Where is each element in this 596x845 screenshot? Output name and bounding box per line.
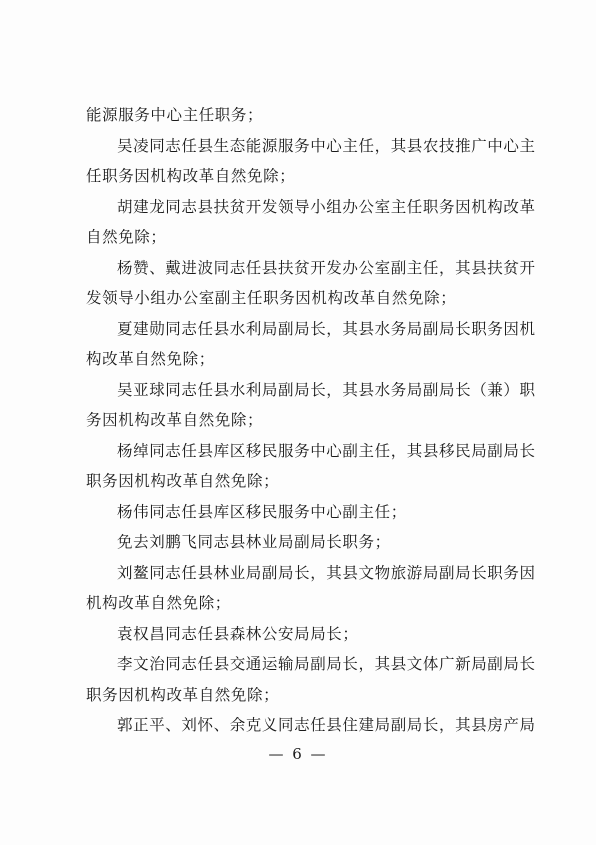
text-line: 李文治同志任县交通运输局副局长，其县文体广新局副局长 bbox=[117, 655, 536, 673]
text-line: 免去刘鹏飞同志县林业局副局长职务； bbox=[117, 533, 391, 551]
text-line: 任职务因机构改革自然免除； bbox=[86, 167, 296, 185]
text-line: 吴凌同志任县生态能源服务中心主任，其县农技推广中心主 bbox=[117, 136, 536, 155]
text-line: 夏建勋同志任县水利局副局长，其县水务局副局长职务因机 bbox=[117, 319, 536, 338]
text-line: 杨赞、戴进波同志任县扶贫开发办公室副主任，其县扶贫开 bbox=[117, 258, 536, 277]
text-line: 刘鳌同志任县林业局副局长，其县文物旅游局副局长职务因 bbox=[117, 563, 536, 582]
text-line: 胡建龙同志县扶贫开发领导小组办公室主任职务因机构改革 bbox=[117, 197, 536, 216]
text-line: 袁权昌同志任县森林公安局局长； bbox=[117, 624, 359, 643]
text-line: 发领导小组办公室副主任职务因机构改革自然免除； bbox=[86, 289, 457, 307]
text-line: 杨绰同志任县库区移民服务中心副主任，其县移民局副局长 bbox=[117, 441, 536, 460]
text-line: 务因机构改革自然免除； bbox=[86, 411, 264, 429]
text-line: 职务因机构改革自然免除； bbox=[86, 685, 280, 704]
document-body bbox=[86, 100, 536, 741]
text-line: 能源服务中心主任职务； bbox=[86, 106, 264, 124]
page-number: — 6 — bbox=[268, 745, 328, 763]
text-line: 构改革自然免除； bbox=[86, 350, 215, 368]
text-line: 职务因机构改革自然免除； bbox=[86, 472, 280, 490]
text-line: 杨伟同志任县库区移民服务中心副主任； bbox=[117, 502, 407, 521]
text-line: 机构改革自然免除； bbox=[86, 594, 231, 612]
text-line: 自然免除； bbox=[86, 228, 167, 246]
text-line: 郭正平、刘怀、余克义同志任县住建局副局长，其县房产局 bbox=[117, 716, 536, 734]
text-line: 吴亚球同志任县水利局副局长，其县水务局副局长（兼）职 bbox=[117, 380, 536, 399]
